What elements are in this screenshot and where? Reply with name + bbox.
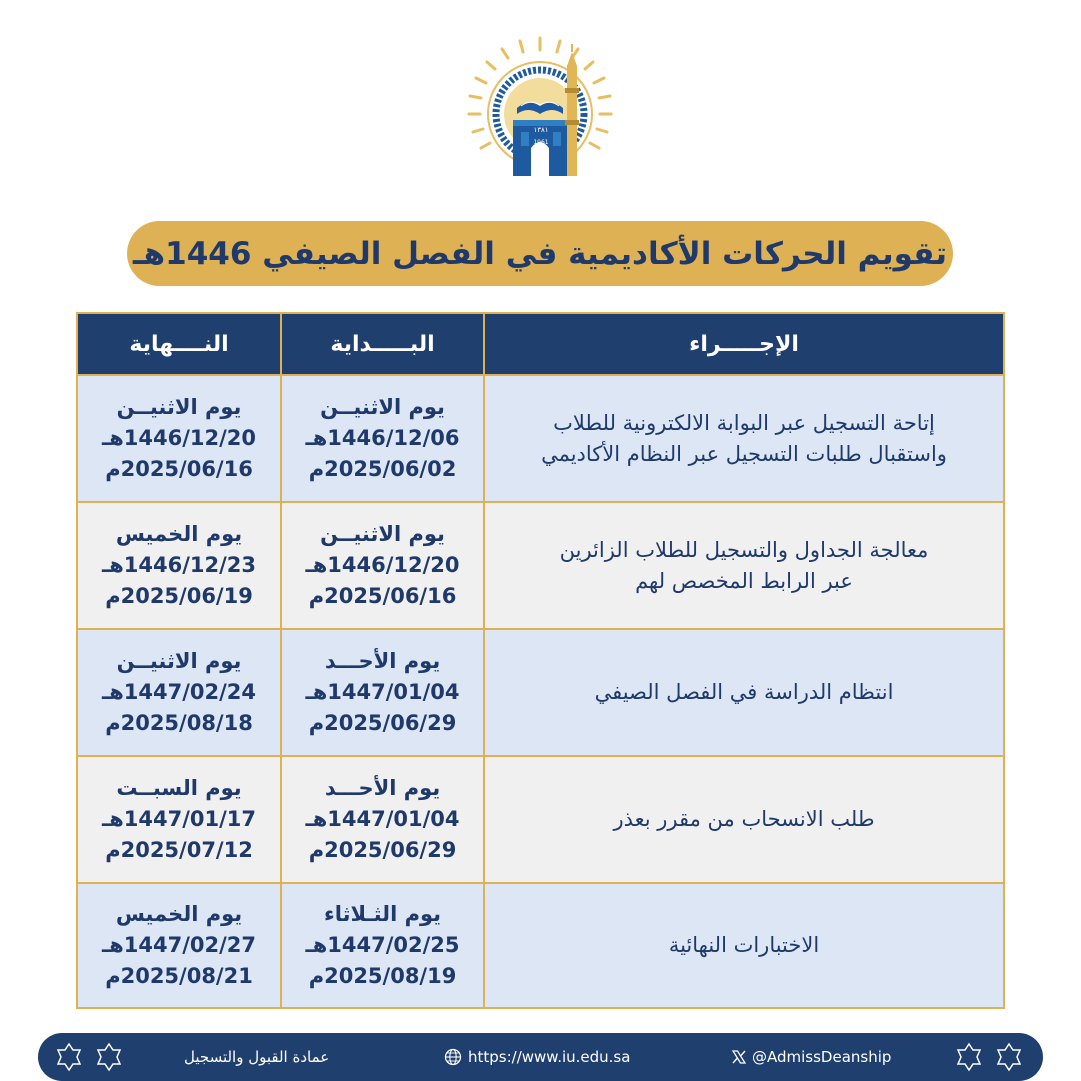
table-row — [78, 376, 1003, 503]
table-row — [78, 757, 1003, 884]
end-gregorian: 2025/07/12م — [105, 838, 253, 862]
university-logo — [465, 36, 615, 186]
action-cell — [483, 757, 1003, 882]
footer-x-handle[interactable]: @AdmissDeanship — [752, 1048, 892, 1066]
end-hijri: 1446/12/23هـ — [102, 553, 256, 577]
start-gregorian: 2025/08/19م — [308, 964, 457, 988]
action-cell — [483, 884, 1003, 1007]
globe-icon — [444, 1048, 462, 1066]
end-day: يوم الخميس — [115, 522, 243, 546]
start-cell — [280, 757, 483, 882]
start-hijri: 1447/01/04هـ — [305, 807, 460, 831]
end-cell — [78, 884, 280, 1007]
footer-bar — [38, 1033, 1043, 1081]
logo-year-hijri: ١٣٨١ — [533, 126, 549, 134]
start-day: يوم الاثنيــن — [320, 395, 445, 419]
title-banner — [127, 221, 953, 286]
start-cell — [280, 376, 483, 501]
footer-website[interactable] — [444, 1033, 630, 1081]
action-cell — [483, 376, 1003, 501]
end-day: يوم الاثنيــن — [116, 395, 242, 419]
start-hijri: 1446/12/06هـ — [305, 426, 460, 450]
academic-calendar-table — [76, 312, 1005, 1009]
start-day: يوم الأحـــد — [324, 649, 441, 673]
start-hijri: 1446/12/20هـ — [305, 553, 460, 577]
end-gregorian: 2025/06/16م — [105, 457, 253, 481]
end-cell — [78, 630, 280, 755]
action-line: الاختبارات النهائية — [668, 933, 820, 957]
star-ornament-icon — [954, 1042, 984, 1072]
footer-website-link[interactable]: https://www.iu.edu.sa — [468, 1048, 631, 1066]
start-gregorian: 2025/06/16م — [308, 584, 457, 608]
action-cell — [483, 630, 1003, 755]
table-row — [78, 630, 1003, 757]
end-gregorian: 2025/08/18م — [105, 711, 253, 735]
action-line: إتاحة التسجيل عبر البوابة الالكترونية للطلاب — [553, 410, 935, 435]
end-cell — [78, 503, 280, 628]
end-day: يوم الخميس — [115, 902, 243, 926]
end-gregorian: 2025/06/19م — [105, 584, 253, 608]
action-line: طلب الانسحاب من مقرر بعذر — [613, 807, 875, 831]
action-line: واستقبال طلبات التسجيل عبر النظام الأكاديمي — [541, 441, 947, 466]
start-day: يوم الأحـــد — [324, 776, 441, 800]
start-cell — [280, 630, 483, 755]
end-cell — [78, 376, 280, 501]
table-header-row — [78, 314, 1003, 376]
footer-department-label: عمادة القبول والتسجيل — [184, 1048, 330, 1066]
action-cell — [483, 503, 1003, 628]
end-hijri: 1447/01/17هـ — [102, 807, 256, 831]
start-cell — [280, 503, 483, 628]
end-day: يوم السبــت — [116, 776, 242, 800]
end-gregorian: 2025/08/21م — [105, 964, 253, 988]
start-day: يوم الاثنيــن — [320, 522, 445, 546]
star-ornament-icon — [54, 1042, 84, 1072]
start-gregorian: 2025/06/29م — [308, 711, 457, 735]
table-row — [78, 503, 1003, 630]
logo-year-gregorian: 1961 — [533, 139, 549, 146]
end-hijri: 1447/02/27هـ — [102, 933, 256, 957]
action-line: عبر الرابط المخصص لهم — [635, 568, 853, 593]
start-day: يوم الثـلاثاء — [323, 902, 442, 926]
end-hijri: 1446/12/20هـ — [102, 426, 256, 450]
footer-department — [184, 1033, 329, 1081]
end-cell — [78, 757, 280, 882]
end-hijri: 1447/02/24هـ — [102, 680, 256, 704]
header-start: البـــــداية — [280, 314, 483, 374]
header-end: النــــهاية — [129, 331, 229, 357]
header-action: الإجـــــراء — [483, 314, 1003, 374]
start-cell — [280, 884, 483, 1007]
x-logo-icon — [732, 1050, 746, 1064]
table-row — [78, 884, 1003, 1007]
action-line: انتظام الدراسة في الفصل الصيفي — [594, 680, 894, 704]
action-line: معالجة الجداول والتسجيل للطلاب الزائرين — [559, 537, 929, 562]
start-gregorian: 2025/06/29م — [308, 838, 457, 862]
start-hijri: 1447/01/04هـ — [305, 680, 460, 704]
star-ornament-icon — [994, 1042, 1024, 1072]
footer-x-account[interactable] — [732, 1033, 891, 1081]
start-gregorian: 2025/06/02م — [308, 457, 457, 481]
start-hijri: 1447/02/25هـ — [305, 933, 460, 957]
star-ornament-icon — [94, 1042, 124, 1072]
end-day: يوم الاثنيــن — [116, 649, 242, 673]
page-title: تقويم الحركات الأكاديمية في الفصل الصيفي 1446هـ — [133, 235, 947, 272]
